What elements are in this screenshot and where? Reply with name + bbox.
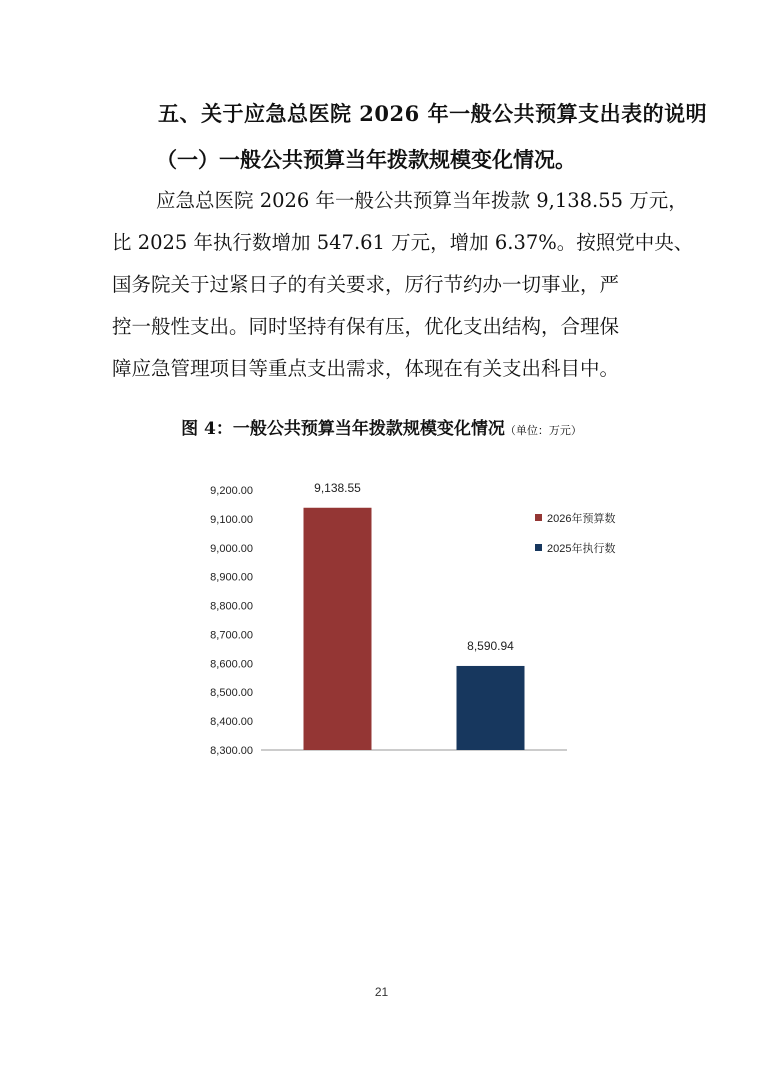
y-tick-label: 8,600.00	[210, 658, 253, 671]
legend-swatch	[535, 514, 542, 521]
paragraph-line-5: 障应急管理项目等重点支出需求，体现在有关支出科目中。	[112, 357, 620, 380]
y-tick-label: 9,200.00	[210, 485, 253, 497]
legend-label: 2026年预算数	[547, 513, 616, 525]
y-tick-label: 8,800.00	[210, 600, 253, 613]
y-tick-label: 8,300.00	[210, 745, 253, 757]
paragraph-line-4: 控一般性支出。同时坚持有保有压，优化支出结构，合理保	[112, 315, 620, 338]
y-tick-label: 8,400.00	[210, 716, 253, 729]
data-label: 8,590.94	[467, 638, 514, 653]
bar	[304, 508, 372, 750]
y-tick-label: 8,500.00	[210, 687, 253, 700]
y-tick-label: 8,900.00	[210, 571, 253, 584]
paragraph-line-2: 比 2025 年执行数增加 547.61 万元，增加 6.37%。按照党中央、	[112, 231, 694, 254]
y-tick-label: 8,700.00	[210, 629, 253, 642]
y-tick-label: 9,100.00	[210, 513, 253, 526]
legend-label: 2025年执行数	[547, 543, 616, 555]
bar	[457, 666, 525, 750]
subsection-heading: （一）一般公共预算当年拨款规模变化情况。	[156, 147, 576, 172]
data-label: 9,138.55	[314, 480, 361, 495]
section-heading: 五、关于应急总医院 2026 年一般公共预算支出表的说明	[158, 101, 708, 126]
figure-title: 图 4：一般公共预算当年拨款规模变化情况	[181, 419, 505, 439]
paragraph-line-3: 国务院关于过紧日子的有关要求，厉行节约办一切事业，严	[112, 273, 620, 296]
y-tick-label: 9,000.00	[210, 542, 253, 555]
bar-chart-svg	[195, 460, 650, 782]
page-number: 21	[374, 985, 389, 999]
legend-swatch	[535, 544, 542, 551]
figure-unit: （单位：万元）	[504, 424, 582, 437]
body-paragraph	[112, 180, 694, 390]
paragraph-line-1: 应急总医院 2026 年一般公共预算当年拨款 9,138.55 万元，	[156, 189, 688, 212]
bar-chart	[195, 460, 650, 782]
figure-caption	[0, 414, 763, 439]
